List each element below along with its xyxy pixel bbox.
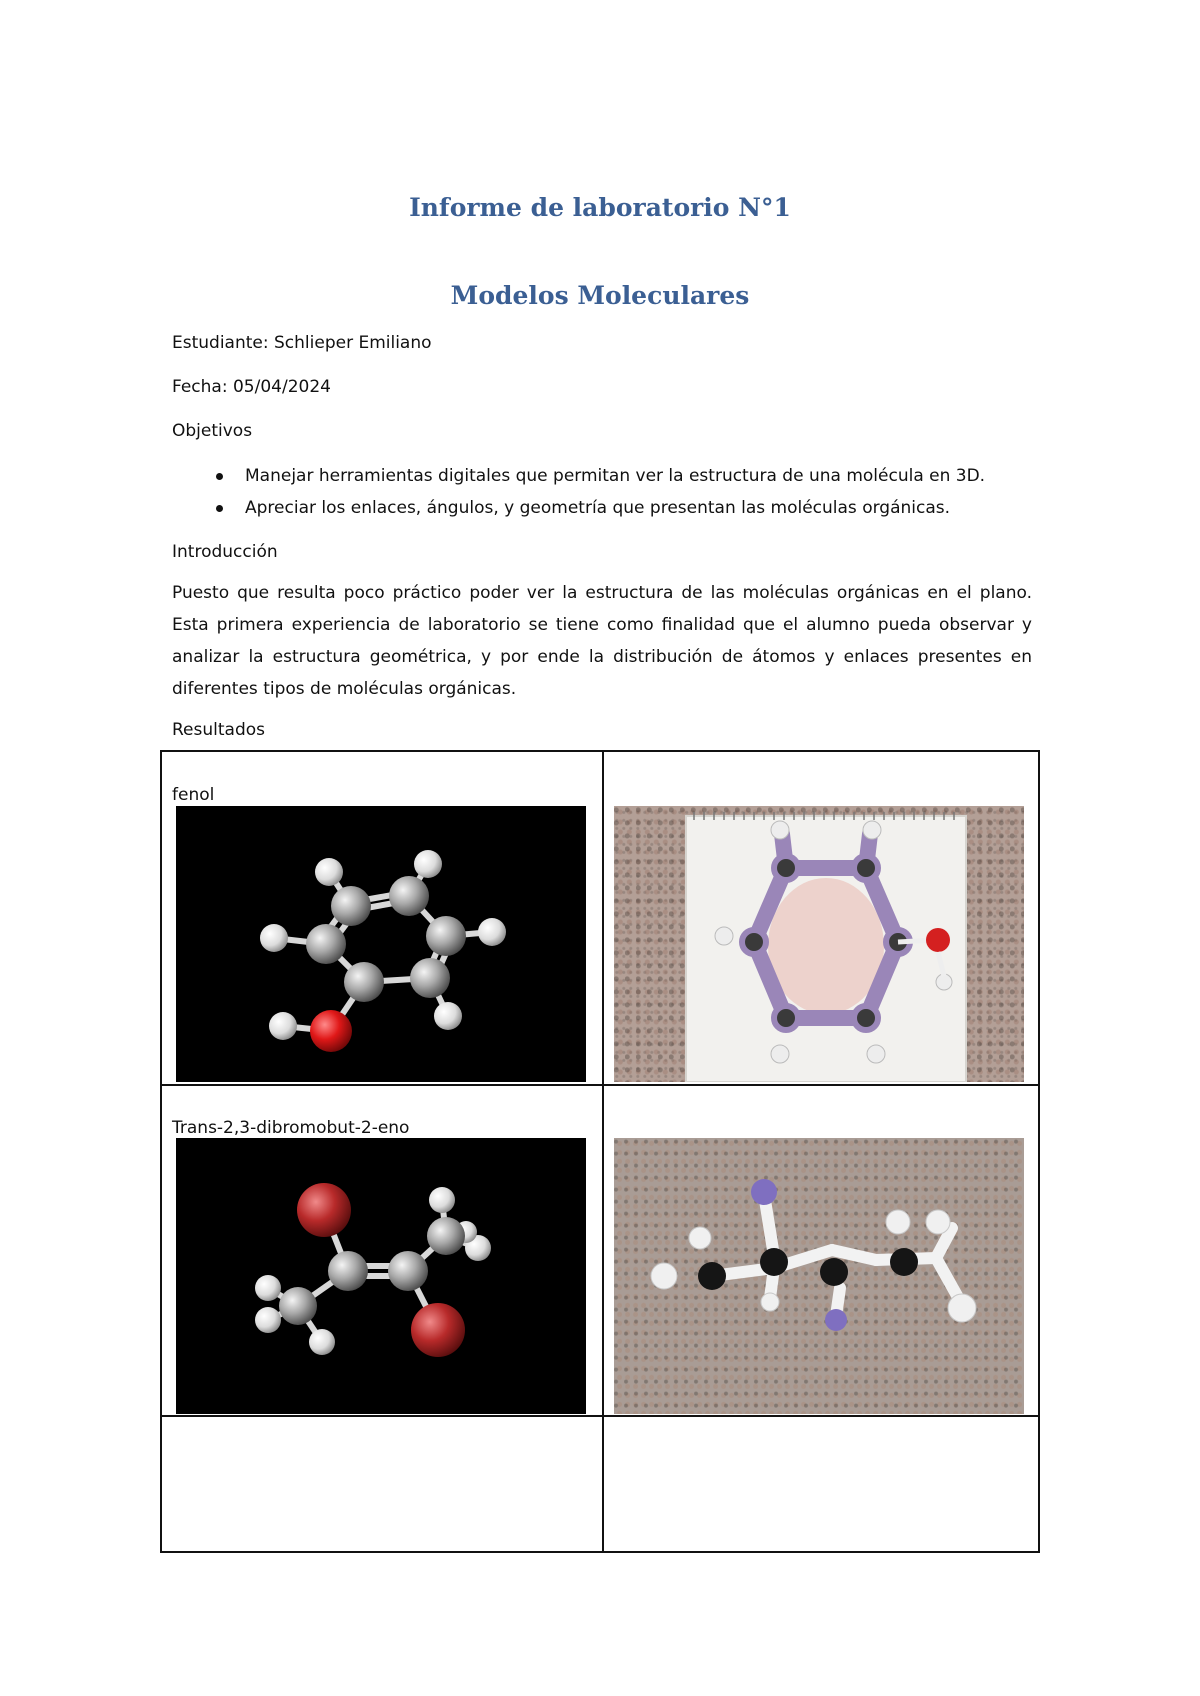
objective-text: Apreciar los enlaces, ángulos, y geometría que presentan las moléculas orgánicas. [245, 498, 951, 518]
document-title: Informe de laboratorio N°1 [409, 193, 791, 222]
fenol-model-kit-icon [614, 806, 1024, 1082]
fenol-label: fenol [172, 785, 215, 805]
document-subtitle: Modelos Moleculares [450, 281, 750, 310]
bullet-icon [216, 505, 223, 512]
table-divider [602, 752, 604, 1551]
results-table [160, 750, 1040, 1553]
objective-text: Manejar herramientas digitales que permitan ver la estructura de una molécula en 3D. [245, 466, 986, 486]
fenol-molecule-icon [176, 806, 586, 1082]
dibromobutene-3d-render [176, 1138, 586, 1414]
objective-item [172, 492, 985, 524]
dibromobutene-label: Trans-2,3-dibromobut-2-eno [172, 1118, 410, 1138]
table-divider [162, 1415, 1038, 1417]
dibromobutene-physical-model-photo [614, 1138, 1024, 1414]
introduction-paragraph: Puesto que resulta poco práctico poder ver la estructura de las moléculas orgánicas en el plano. Esta primera experiencia de laboratorio se tiene como finalidad que el alumno pueda observar y analizar la estructura geométrica, y por ende la distribución de átomos y enlaces presentes en diferentes tipos de moléculas orgánicas. [172, 583, 1032, 699]
introduction-heading: Introducción [172, 542, 278, 562]
bullet-icon [216, 473, 223, 480]
student-name: Estudiante: Schlieper Emiliano [172, 333, 432, 353]
report-date: Fecha: 05/04/2024 [172, 377, 331, 397]
objective-item [172, 460, 985, 492]
dibromobutene-molecule-icon [176, 1138, 586, 1414]
fenol-3d-render [176, 806, 586, 1082]
fenol-physical-model-photo [614, 806, 1024, 1082]
results-heading: Resultados [172, 720, 265, 740]
table-divider [162, 1084, 1038, 1086]
objectives-heading: Objetivos [172, 421, 253, 441]
objectives-list [172, 460, 985, 524]
dibromobutene-model-kit-icon [614, 1138, 1024, 1414]
